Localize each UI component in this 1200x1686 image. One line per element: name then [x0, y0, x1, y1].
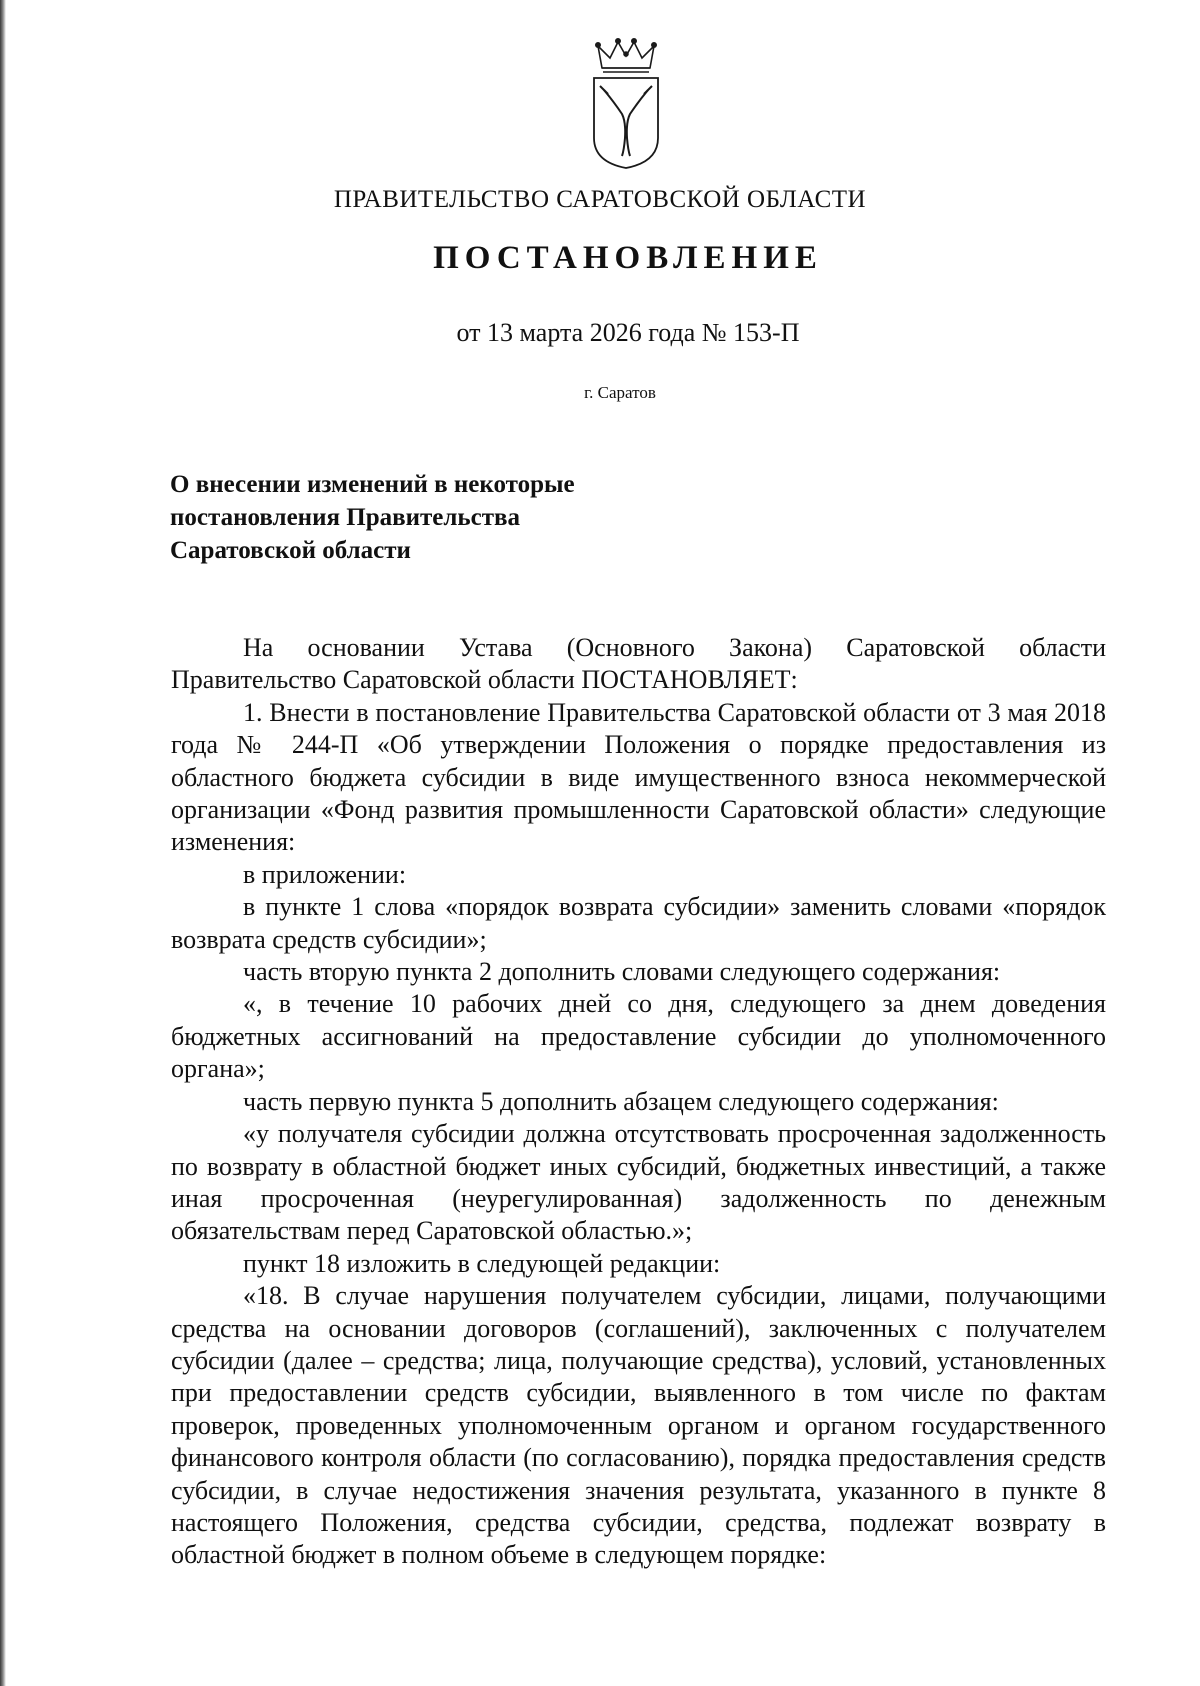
body-paragraph: 1. Внести в постановление Правительства Саратовской области от 3 мая 2018 года № 244-П «Об утверждении Положения о порядке предоставления из областного бюджета субсидии в виде имущественного взноса некоммерческой организации «Фонд развития промышленности Саратовской области» следующие изменения:	[171, 697, 1106, 857]
body-paragraph: часть первую пункта 5 дополнить абзацем следующего содержания:	[243, 1086, 999, 1116]
document-place: г. Саратов	[584, 383, 656, 402]
saratov-coat-of-arms-icon	[588, 38, 664, 170]
body-paragraph: На основании Устава (Основного Закона) Саратовской области Правительство Саратовской области ПОСТАНОВЛЯЕТ:	[171, 633, 1106, 695]
government-name: ПРАВИТЕЛЬСТВО САРАТОВСКОЙ ОБЛАСТИ	[333, 186, 867, 213]
body-paragraph: часть вторую пункта 2 дополнить словами следующего содержания:	[243, 957, 1001, 987]
body-paragraph: «у получателя субсидии должна отсутствовать просроченная задолженность по возврату в областной бюджет иных субсидий, бюджетных инвестиций, а также иная просроченная (неурегулированная) задолженность по денежным обязательствам перед Саратовской областью.»;	[171, 1119, 1106, 1246]
title-line: О внесении изменений в некоторые	[170, 471, 575, 498]
body-paragraph: в пункте 1 слова «порядок возврата субсидии» заменить словами «порядок возврата средств субсидии»;	[171, 892, 1106, 954]
body-paragraph: пункт 18 изложить в следующей редакции:	[243, 1248, 721, 1278]
title-line: Саратовской области	[170, 537, 411, 564]
body-paragraph: «18. В случае нарушения получателем субсидии, лицами, получающими средства на основании договоров (соглашений), заключенных с получателем субсидии (далее – средства; лица, получающие средства), условий, установленных при предоставлении средств субсидии, выявленного в том числе по фактам проверок, проведенных уполномоченным органом и органом государственного финансового контроля области (по согласованию), порядка предоставления средств субсидии, в случае недостижения значения результата, указанного в пункте 8 настоящего Положения, средства субсидии, средства, подлежат возврату в областной бюджет в полном объеме в следующем порядке:	[171, 1281, 1106, 1570]
document-title	[170, 468, 770, 567]
document-kind: ПОСТАНОВЛЕНИЕ	[433, 240, 823, 276]
body-paragraph: «, в течение 10 рабочих дней со дня, следующего за днем доведения бюджетных ассигнований на предоставление субсидии до уполномоченного органа»;	[171, 989, 1106, 1084]
body-paragraph: в приложении:	[243, 859, 407, 889]
title-line: постановления Правительства	[170, 504, 520, 531]
document-body	[171, 632, 1106, 1572]
document-date-number: от 13 марта 2026 года № 153-П	[456, 318, 800, 347]
